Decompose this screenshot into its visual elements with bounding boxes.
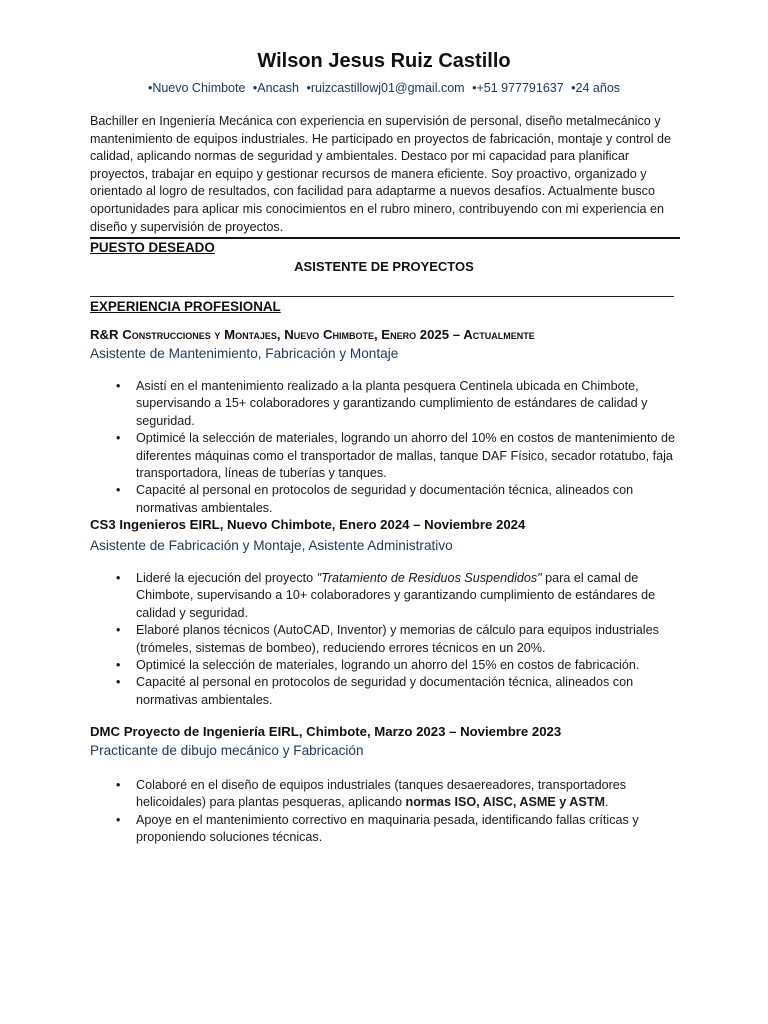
bullet-item: • Capacité al personal en protocolos de seguridad y documentación técnica, alineados con normativas ambientales. xyxy=(112,482,682,517)
job-role: Practicante de dibujo mecánico y Fabricación xyxy=(90,743,364,758)
profile-summary: Bachiller en Ingeniería Mecánica con experiencia en supervisión de personal, diseño metalmecánico y mantenimiento de equipos industriales. He participado en proyectos de fabricación, montaje y control de calidad, aplicando normas de seguridad y ambientales. Destaco por mi capacidad para planificar proyectos, trabajar en equipo y gestionar recursos de manera eficiente. Soy proactivo, organizado y orientado al logro de resultados, con facilidad para adaptarme a nuevos desafíos. Actualmente busco oportunidades para aplicar mis conocimientos en el rubro minero, contribuyendo con mi experiencia en diseño y supervisión de proyectos. xyxy=(90,114,672,234)
contact-region: •Ancash xyxy=(252,81,299,95)
contact-age: •24 años xyxy=(571,81,621,95)
bullet-item: • Optimicé la selección de materiales, logrando un ahorro del 10% en costos de mantenimiento de diferentes máquinas como el transportador de mallas, tanque DAF Físico, secador rotatubo, faja transportadora, líneas de tuberías y tanques. xyxy=(112,430,682,482)
section-divider xyxy=(90,237,680,239)
job-company-line: R&R Construcciones y Montajes, Nuevo Chimbote, Enero 2025 – Actualmente xyxy=(90,327,535,342)
job-role: Asistente de Fabricación y Montaje, Asistente Administrativo xyxy=(90,538,453,553)
job-role: Asistente de Mantenimiento, Fabricación y Montaje xyxy=(90,346,399,361)
contact-line xyxy=(0,81,768,95)
candidate-name: Wilson Jesus Ruiz Castillo xyxy=(257,50,511,72)
bullet-item: • Lideré la ejecución del proyecto "Tratamiento de Residuos Suspendidos" para el camal de Chimbote, supervisando a 10+ colaboradores y garantizando cumplimiento de estándares de calidad y seguridad. xyxy=(112,570,682,622)
experience-heading: EXPERIENCIA PROFESIONAL xyxy=(90,299,281,314)
job-bullets xyxy=(112,570,682,709)
desired-position-heading: PUESTO DESEADO xyxy=(90,240,215,255)
bullet-item: • Colaboré en el diseño de equipos industriales (tanques desaereadores, transportadores helicoidales) para plantas pesqueras, aplicando normas ISO, AISC, ASME y ASTM. xyxy=(112,777,682,812)
job-bullets xyxy=(112,378,682,517)
contact-city: •Nuevo Chimbote xyxy=(147,81,246,95)
bullet-item: • Optimicé la selección de materiales, logrando un ahorro del 15% en costos de fabricación. xyxy=(112,657,682,674)
contact-phone[interactable]: •+51 977791637 xyxy=(472,81,564,95)
bullet-item: • Apoye en el mantenimiento correctivo en maquinaria pesada, identificando fallas críticas y proponiendo soluciones técnicas. xyxy=(112,812,682,847)
job-bullets xyxy=(112,777,682,847)
bullet-item: • Asistí en el mantenimiento realizado a la planta pesquera Centinela ubicada en Chimbote, supervisando a 15+ colaboradores y garantizando cumplimiento de estándares de calidad y seguridad. xyxy=(112,378,682,430)
job-company-line-text: CS3 Ingenieros EIRL, Nuevo Chimbote, Enero 2024 – Noviembre 2024 xyxy=(90,517,526,532)
section-divider-thin xyxy=(90,296,674,297)
bullet-item: • Elaboré planos técnicos (AutoCAD, Inventor) y memorias de cálculo para equipos industriales (trómeles, sistemas de bombeo), reduciendo errores técnicos en un 20%. xyxy=(112,622,682,657)
contact-email[interactable]: •ruizcastillowj01@gmail.com xyxy=(306,81,465,95)
job-company-line: DMC Proyecto de Ingeniería EIRL, Chimbote, Marzo 2023 – Noviembre 2023 xyxy=(90,724,562,739)
desired-position-value: ASISTENTE DE PROYECTOS xyxy=(294,259,474,274)
job-company-line xyxy=(90,517,525,532)
bullet-item: • Capacité al personal en protocolos de seguridad y documentación técnica, alineados con normativas ambientales. xyxy=(112,674,682,709)
